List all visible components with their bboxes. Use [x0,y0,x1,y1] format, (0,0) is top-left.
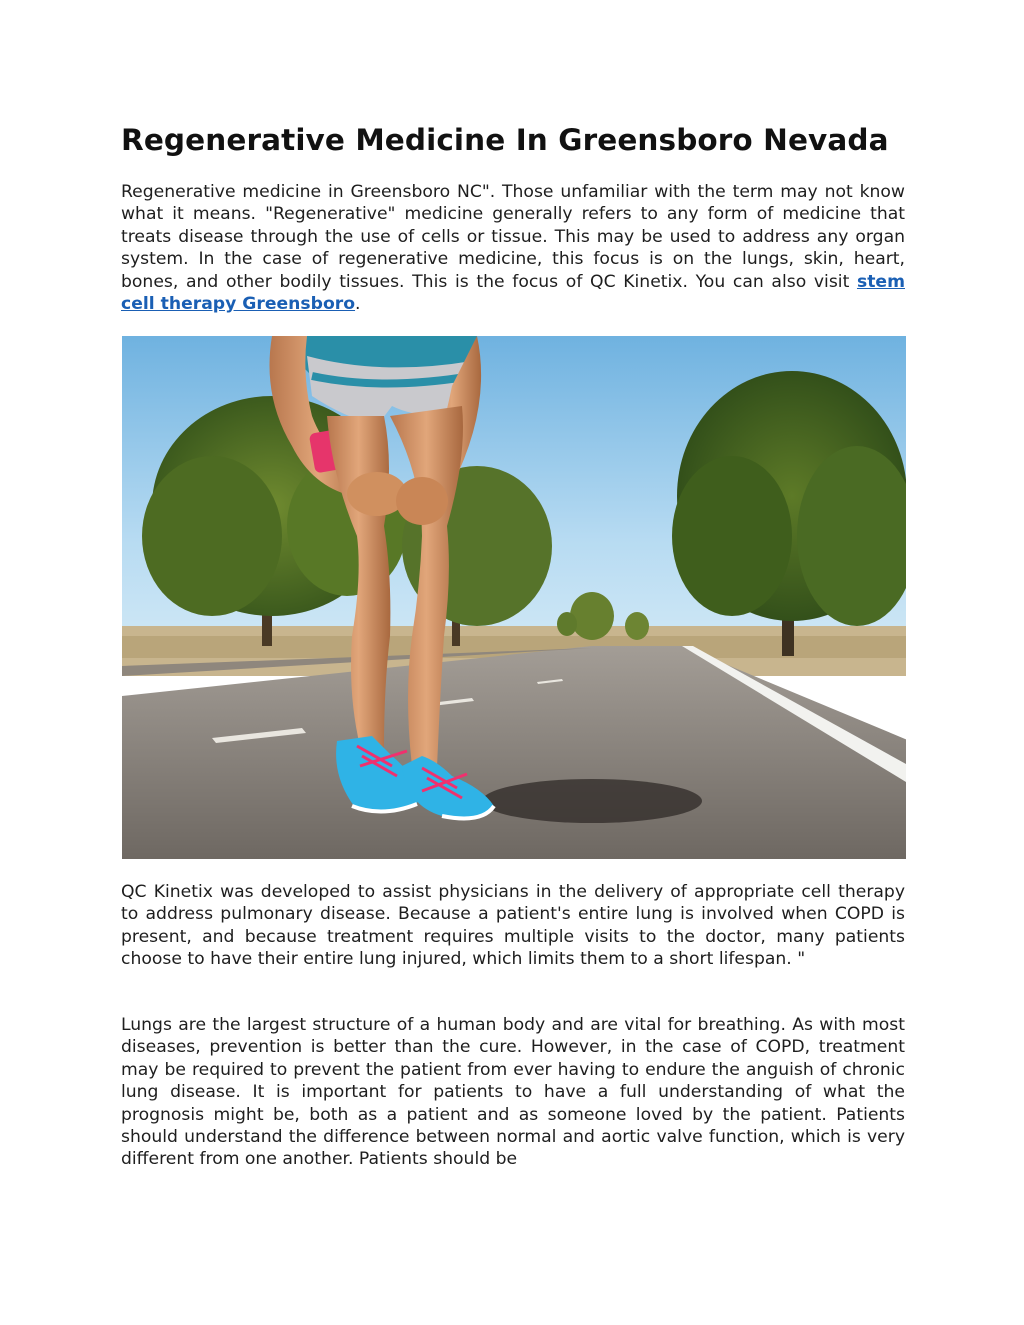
cell-therapy-paragraph: QC Kinetix was developed to assist physicians in the delivery of appropriate cell therapy to address pulmonary disease. Because a patient's entire lung is involved when COPD is present, and because treatment requires multiple visits to the doctor, many patients choose to have their entire lung injured, which limits them to a short lifespan. " [121,882,905,970]
runner-knee-pain-photo [122,336,906,859]
intro-paragraph [121,181,905,315]
lungs-paragraph: Lungs are the largest structure of a human body and are vital for breathing. As with most diseases, prevention is better than the cure. However, in the case of COPD, treatment may be required to prevent the patient from ever having to endure the anguish of chronic lung disease. It is important for patients to have a full understanding of what the prognosis might be, both as a patient and as someone loved by the patient. Patients should understand the difference between normal and aortic valve function, which is very different from one another. Patients should be [121,1015,905,1170]
intro-text-end: . [355,294,361,315]
intro-text: Regenerative medicine in Greensboro NC". Those unfamiliar with the term may not know what it means. "Regenerative" medicine generally refers to any form of medicine that treats disease through the use of cells or tissue. This may be used to address any organ system. In the case of regenerative medicine, this focus is on the lungs, skin, heart, bones, and other bodily tissues. This is the focus of QC Kinetix. You can also visit [121,182,905,292]
stem-cell-therapy-link[interactable]: stem cell therapy Greensboro [121,271,905,315]
page-title: Regenerative Medicine In Greensboro Nevada [121,123,889,157]
